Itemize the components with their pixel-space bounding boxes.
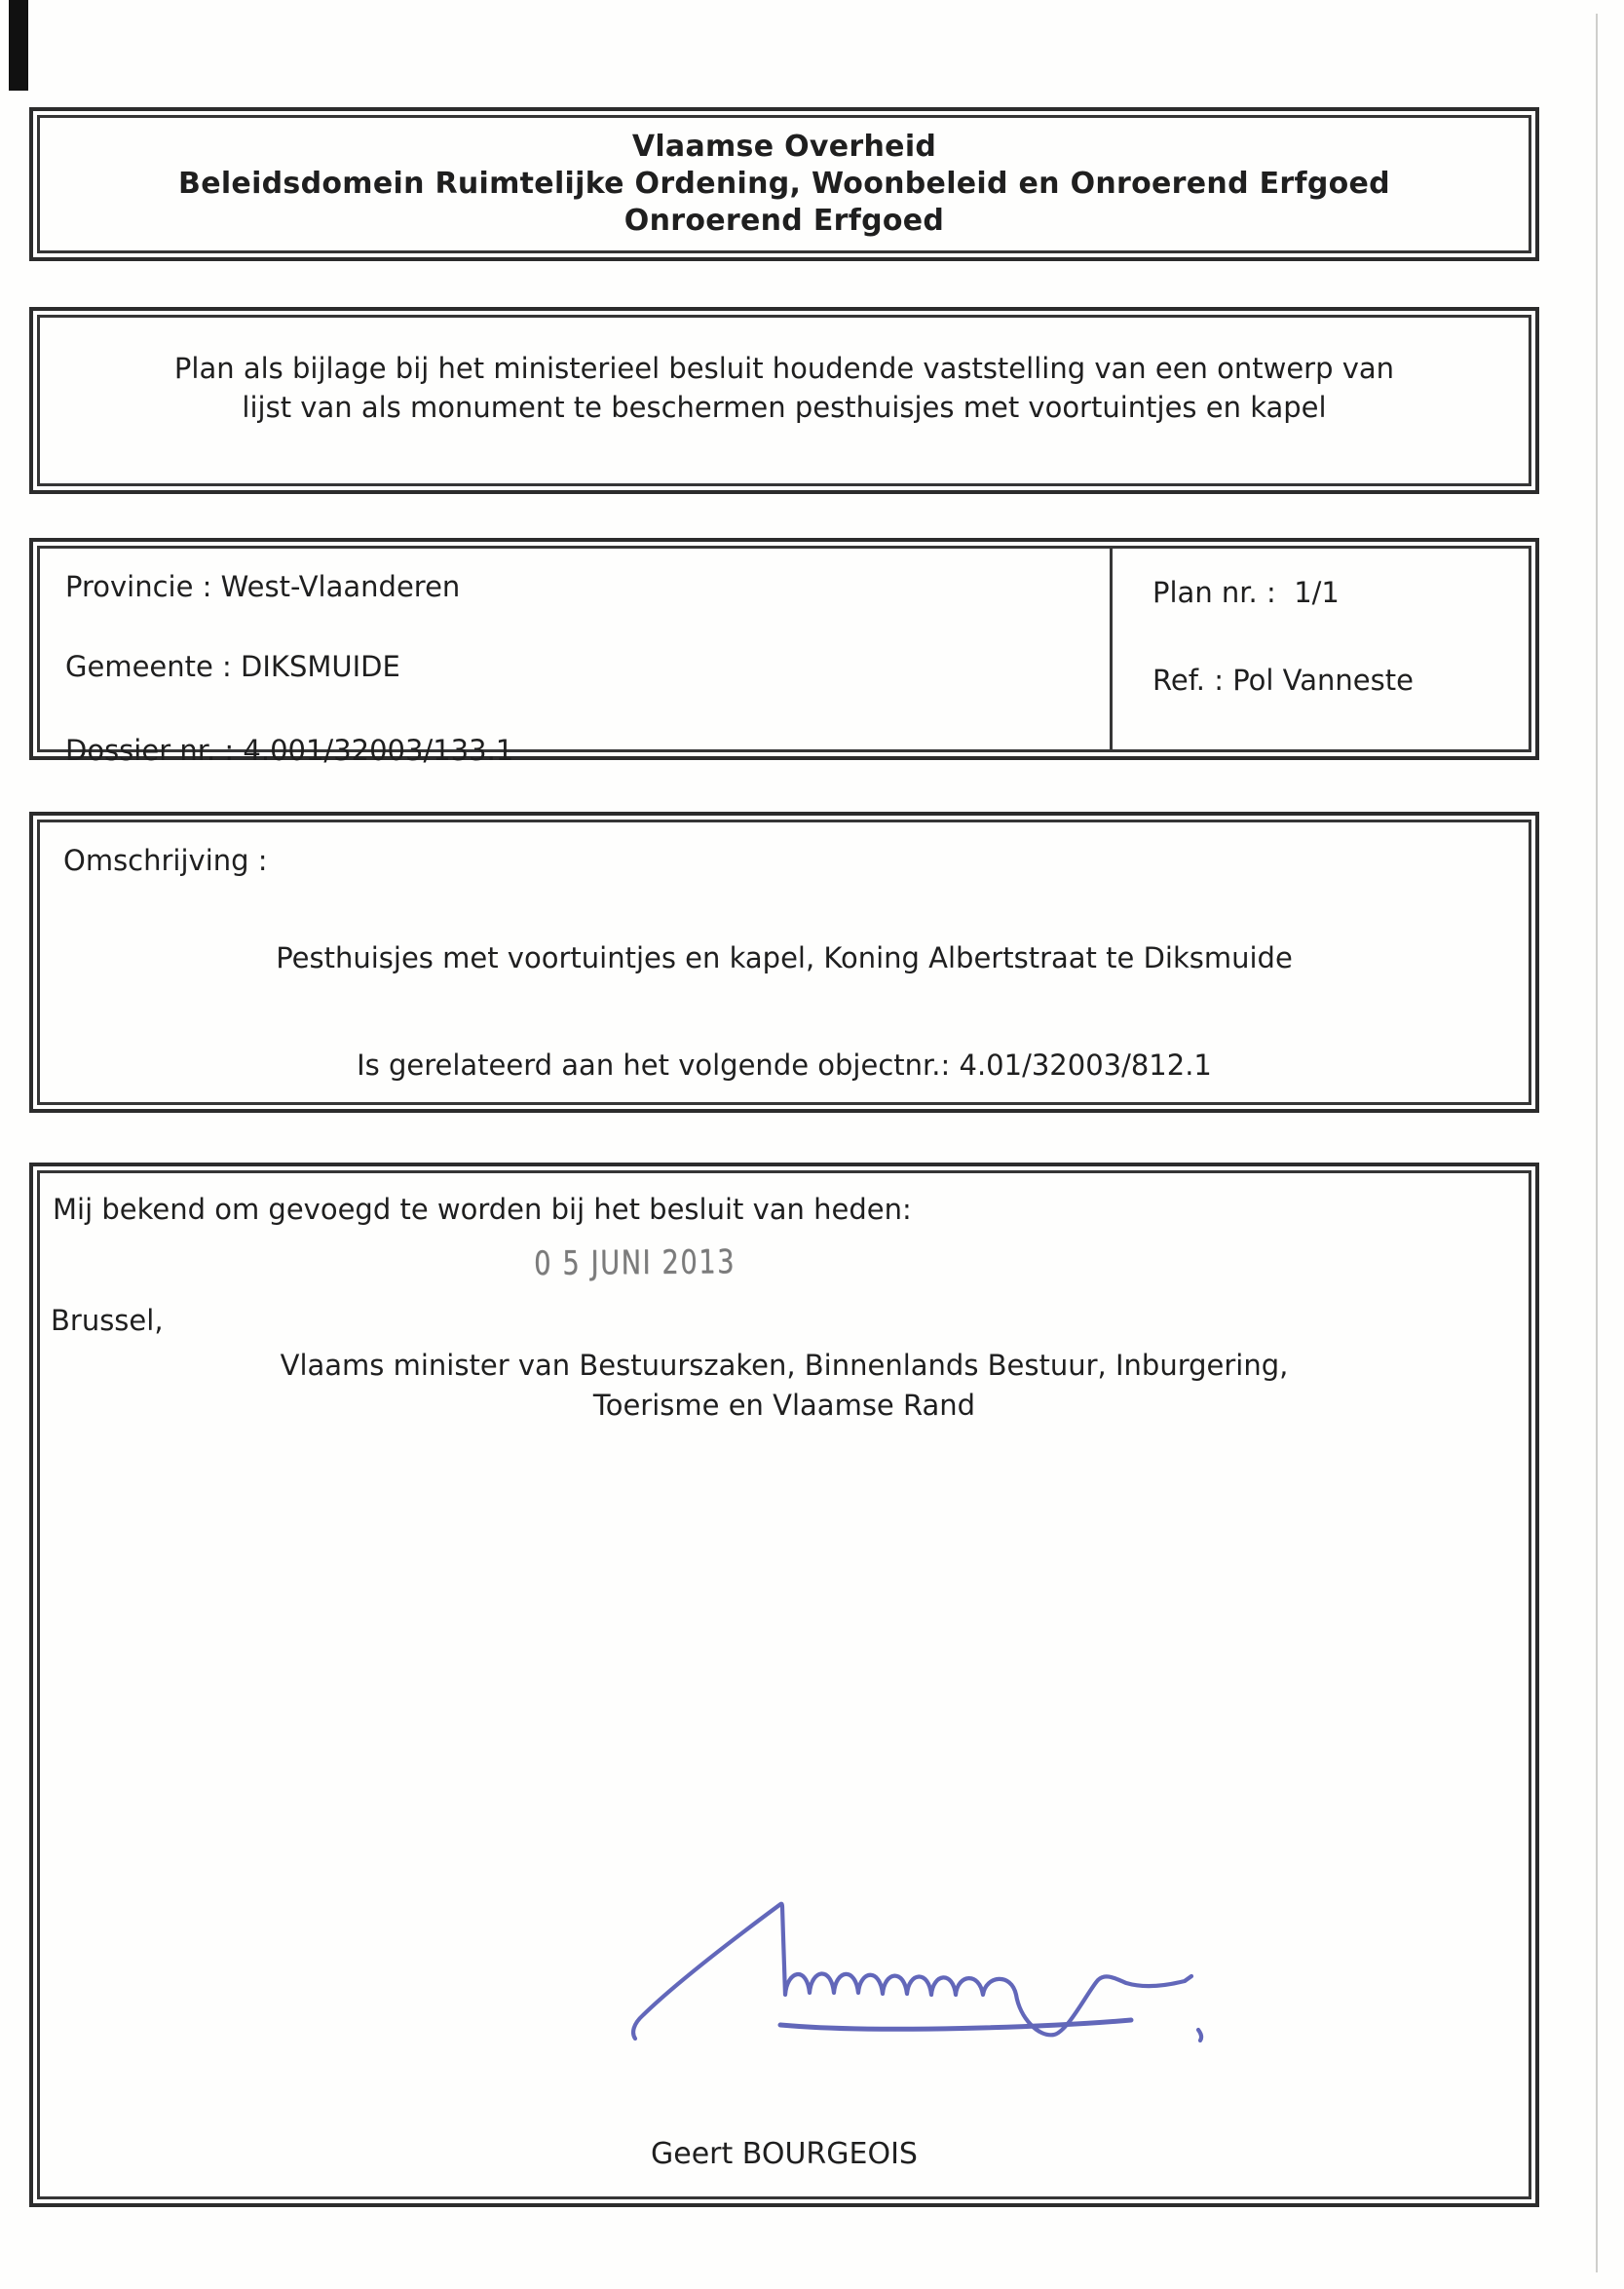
minister-title-line1: Vlaams minister van Bestuurszaken, Binnenlands Bestuur, Inburgering, <box>280 1349 1289 1382</box>
municipality-field: Gemeente : DIKSMUIDE <box>65 650 400 683</box>
signature-main-stroke <box>633 1904 1191 2039</box>
signing-intro-text: Mij bekend om gevoegd te worden bij het besluit van heden: <box>53 1193 912 1226</box>
plan-title-box <box>29 307 1539 494</box>
scan-artifact-bar <box>9 0 28 91</box>
details-box-inner-border <box>37 546 1531 767</box>
date-stamp: 0 5 JUNI 2013 <box>533 1242 736 1283</box>
details-box <box>29 538 1539 767</box>
details-column-divider <box>1110 549 1113 749</box>
dossier-number-field: Dossier nr. : 4.001/32003/133.1 <box>65 734 514 767</box>
signatory-name: Geert BOURGEOIS <box>651 2137 918 2171</box>
header-box <box>29 107 1539 261</box>
minister-title-line2: Toerisme en Vlaamse Rand <box>592 1389 976 1422</box>
signing-place: Brussel, <box>51 1304 164 1337</box>
plan-title-box-inner-border <box>37 315 1531 486</box>
signature-tail-mark <box>1198 2030 1201 2041</box>
scan-edge-line <box>1596 14 1598 2272</box>
reference-field: Ref. : Pol Vanneste <box>1152 664 1414 697</box>
org-policy-domain: Beleidsdomein Ruimtelijke Ordening, Woonbeleid en Onroerend Erfgoed <box>178 167 1390 201</box>
plan-title-line1: Plan als bijlage bij het ministerieel besluit houdende vaststelling van een ontwerp van <box>173 352 1395 385</box>
org-title: Vlaamse Overheid <box>631 130 937 164</box>
description-box-inner-border <box>37 820 1531 1105</box>
plan-number-field: Plan nr. : 1/1 <box>1152 576 1340 609</box>
description-object: Pesthuisjes met voortuintjes en kapel, Koning Albertstraat te Diksmuide <box>276 941 1293 974</box>
header-box-inner-border <box>37 115 1531 253</box>
description-label: Omschrijving : <box>63 844 268 877</box>
plan-title-line2: lijst van als monument te beschermen pesthuisjes met voortuintjes en kapel <box>242 391 1327 424</box>
header-content <box>40 118 1529 250</box>
minister-title-block <box>40 1346 1529 1426</box>
description-box <box>29 812 1539 1113</box>
org-agency: Onroerend Erfgoed <box>623 204 945 238</box>
signature-underline-stroke <box>780 2020 1131 2029</box>
handwritten-signature <box>614 1876 1237 2061</box>
province-field: Provincie : West-Vlaanderen <box>65 570 461 603</box>
plan-title-content <box>40 318 1529 483</box>
description-related-object: Is gerelateerd aan het volgende objectnr.: 4.01/32003/812.1 <box>357 1049 1212 1082</box>
